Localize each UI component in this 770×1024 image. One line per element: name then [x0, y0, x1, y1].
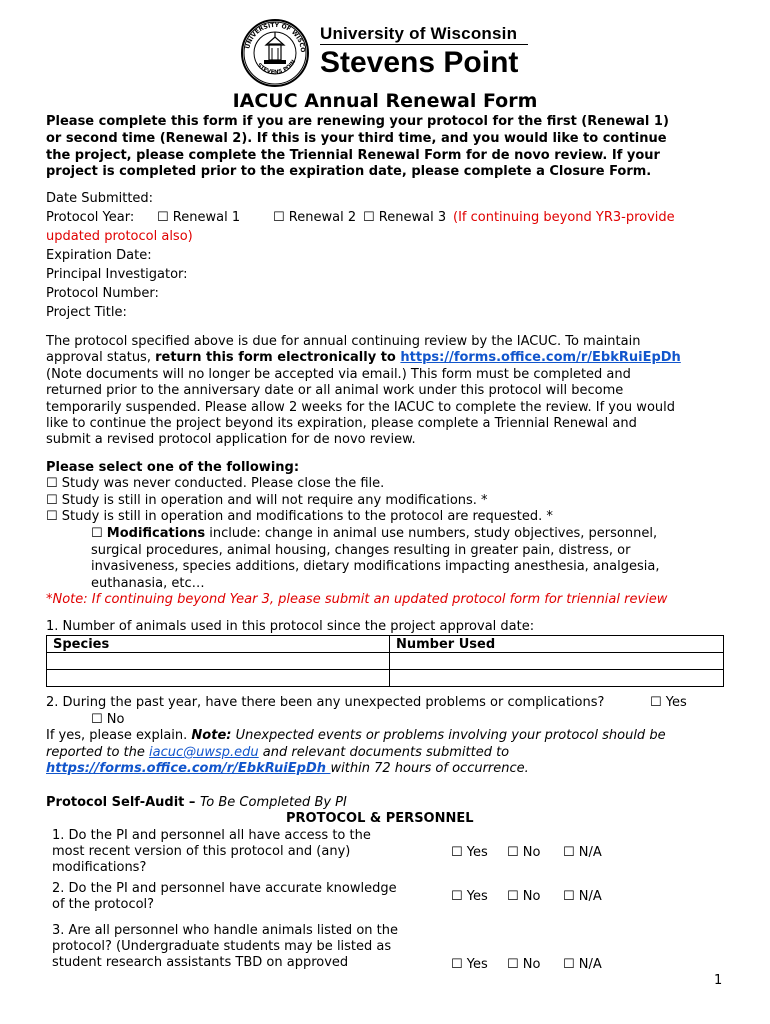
select-heading: Please select one of the following: [46, 460, 300, 475]
university-name-line1: University of Wisconsin [320, 24, 518, 43]
explain-text: If yes, please explain. [46, 728, 192, 743]
option-modifications-requested[interactable]: ☐ Study is still in operation and modifications to the protocol are requested. * [46, 509, 553, 524]
renewal-3-note: (If continuing beyond YR3-provide [453, 210, 675, 225]
section-heading: PROTOCOL & PERSONNEL [286, 811, 474, 826]
species-header: Species [47, 636, 390, 653]
protocol-year-label: Protocol Year: [46, 210, 135, 225]
audit-item-text: 1. Do the PI and personnel all have access to the [52, 828, 371, 843]
q2-no-checkbox[interactable]: ☐ No [91, 712, 125, 727]
audit-3-na[interactable]: ☐ N/A [563, 957, 602, 972]
para-line-4: returned prior to the anniversary date or all animal work under this protocol will become [46, 383, 624, 398]
audit-1-na[interactable]: ☐ N/A [563, 845, 602, 860]
audit-item-text: student research assistants TBD on approved [52, 955, 349, 970]
intro-line-2: or second time (Renewal 2). If this is your third time, and you would like to continue [46, 131, 667, 146]
audit-item-2 [52, 881, 397, 913]
number-used-cell[interactable] [390, 670, 724, 687]
audit-2-na[interactable]: ☐ N/A [563, 889, 602, 904]
audit-item-text: most recent version of this protocol and (any) [52, 844, 351, 859]
q2-explain-line-2 [46, 745, 509, 761]
modifications-line-3: invasiveness, species additions, dietary modifications impacting anesthesia, analgesia, [91, 559, 660, 574]
modifications-line-1 [91, 526, 657, 542]
note-label: Note: [191, 728, 232, 743]
principal-investigator-label[interactable]: Principal Investigator: [46, 267, 188, 282]
audit-heading [46, 795, 347, 811]
para-text: approval status, [46, 350, 156, 365]
para-line-5: temporarily suspended. Please allow 2 weeks for the IACUC to complete the review. If you would [46, 400, 675, 415]
audit-item-text: modifications? [52, 860, 147, 875]
intro-line-3: the project, please complete the Triennial Renewal Form for de novo review. If your [46, 148, 660, 163]
modifications-checkbox[interactable]: ☐ [91, 526, 107, 541]
audit-1-no[interactable]: ☐ No [507, 845, 541, 860]
modifications-line-2: surgical procedures, animal housing, changes resulting in greater pain, distress, or [91, 543, 631, 558]
university-name-line2: Stevens Point [320, 46, 519, 79]
audit-heading-italic: To Be Completed By PI [199, 795, 347, 810]
university-seal [240, 18, 310, 88]
renewal-3-checkbox[interactable]: ☐ Renewal 3 [363, 210, 447, 225]
species-cell[interactable] [47, 653, 390, 670]
audit-item-text: 3. Are all personnel who handle animals listed on the [52, 923, 398, 938]
q2-yes-checkbox[interactable]: ☐ Yes [650, 695, 687, 710]
species-cell[interactable] [47, 670, 390, 687]
audit-2-no[interactable]: ☐ No [507, 889, 541, 904]
audit-3-no[interactable]: ☐ No [507, 957, 541, 972]
q2-explain-line-3 [46, 761, 529, 777]
audit-heading-bold: Protocol Self-Audit – [46, 795, 200, 810]
number-used-header: Number Used [390, 636, 724, 653]
table-row [47, 653, 724, 670]
triennial-note: *Note: If continuing beyond Year 3, please submit an updated protocol form for triennial review [46, 592, 668, 607]
page-number: 1 [714, 973, 723, 988]
para-line-1: The protocol specified above is due for annual continuing review by the IACUC. To maintain [46, 334, 641, 349]
audit-2-yes[interactable]: ☐ Yes [451, 889, 488, 904]
date-submitted-label[interactable]: Date Submitted: [46, 191, 154, 206]
expiration-date-label[interactable]: Expiration Date: [46, 248, 152, 263]
audit-3-yes[interactable]: ☐ Yes [451, 957, 488, 972]
brand-divider [320, 44, 528, 45]
modifications-text: include: change in animal use numbers, study objectives, personnel, [205, 526, 658, 541]
note-text: reported to the [46, 745, 150, 760]
audit-item-3 [52, 923, 398, 971]
option-never-conducted[interactable]: ☐ Study was never conducted. Please close the file. [46, 476, 385, 491]
intro-line-1: Please complete this form if you are renewing your protocol for the first (Renewal 1) [46, 114, 669, 129]
svg-text:UNIVERSITY OF WISCONSIN: UNIVERSITY OF WISCO [244, 21, 307, 53]
para-bold-text: return this form electronically to [155, 350, 401, 365]
table-header-row [47, 636, 724, 653]
para-line-6: like to continue the project beyond its expiration, please complete a Triennial Renewal and [46, 416, 637, 431]
forms-link[interactable]: https://forms.office.com/r/EbkRuiEpDh [400, 350, 681, 365]
project-title-label[interactable]: Project Title: [46, 305, 127, 320]
audit-item-text: protocol? (Undergraduate students may be listed as [52, 939, 392, 954]
forms-link-2[interactable]: https://forms.office.com/r/EbkRuiEpDh [46, 761, 331, 776]
q2-explain-line-1 [46, 728, 666, 744]
renewal-2-checkbox[interactable]: ☐ Renewal 2 [273, 210, 357, 225]
para-line-7: submit a revised protocol application for de novo review. [46, 432, 416, 447]
iacuc-email-link[interactable]: iacuc@uwsp.edu [149, 745, 259, 760]
note-text: Unexpected events or problems involving your protocol should be [231, 728, 666, 743]
note-text: and relevant documents submitted to [258, 745, 510, 760]
renewal-3-note-cont: updated protocol also) [46, 229, 193, 244]
audit-1-yes[interactable]: ☐ Yes [451, 845, 488, 860]
renewal-1-checkbox[interactable]: ☐ Renewal 1 [157, 210, 241, 225]
page-title: IACUC Annual Renewal Form [232, 90, 538, 112]
q1-text: 1. Number of animals used in this protocol since the project approval date: [46, 619, 535, 634]
svg-text:STEVENS POINT: STEVENS POIN [255, 59, 298, 76]
para-line-3: (Note documents will no longer be accepted via email.) This form must be completed and [46, 367, 631, 382]
q2-text: 2. During the past year, have there been any unexpected problems or complications? [46, 695, 605, 710]
species-table [46, 635, 724, 687]
protocol-number-label[interactable]: Protocol Number: [46, 286, 159, 301]
intro-line-4: project is completed prior to the expiration date, please complete a Closure Form. [46, 164, 652, 179]
para-line-2 [46, 350, 681, 366]
table-row [47, 670, 724, 687]
modifications-line-4: euthanasia, etc… [91, 576, 205, 591]
note-text: within 72 hours of occurrence. [330, 761, 529, 776]
audit-item-text: 2. Do the PI and personnel have accurate knowledge [52, 881, 397, 896]
option-no-modifications[interactable]: ☐ Study is still in operation and will not require any modifications. * [46, 493, 488, 508]
audit-item-text: of the protocol? [52, 897, 155, 912]
audit-item-1 [52, 828, 371, 876]
modifications-label: Modifications [106, 526, 206, 541]
number-used-cell[interactable] [390, 653, 724, 670]
